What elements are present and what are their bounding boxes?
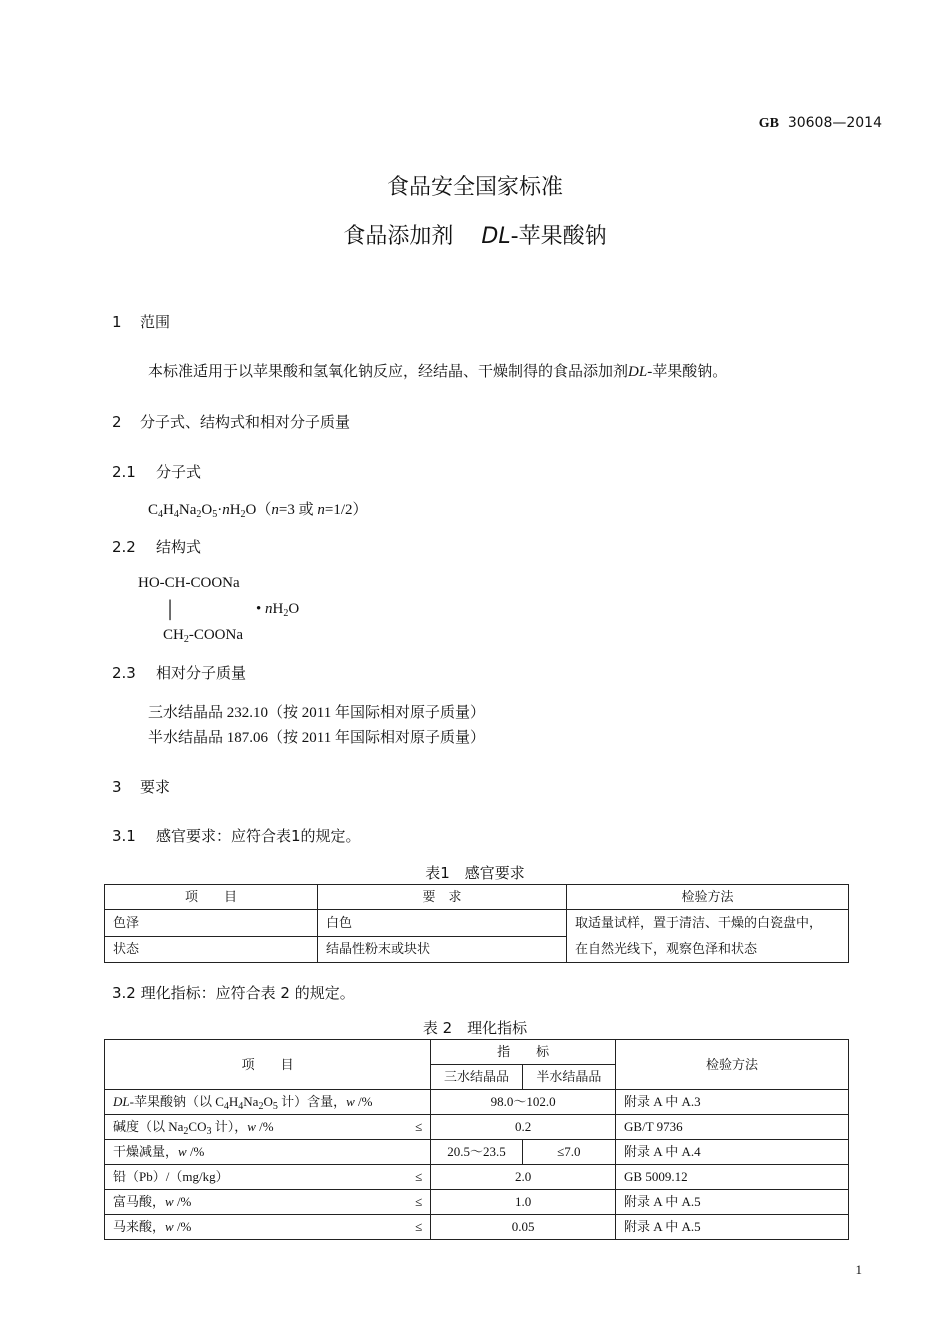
item-w: w bbox=[165, 1194, 174, 1209]
table2-item-content bbox=[105, 1090, 431, 1115]
table2-item-maleic bbox=[105, 1215, 431, 1240]
item-text: 计）含量， bbox=[277, 1094, 347, 1109]
item-w: w bbox=[346, 1094, 355, 1109]
table2-header-method: 检验方法 bbox=[616, 1040, 849, 1090]
table2-method: 附录 A 中 A.3 bbox=[616, 1090, 849, 1115]
table2-method: 附录 A 中 A.5 bbox=[616, 1190, 849, 1215]
table2-method: GB/T 9736 bbox=[616, 1115, 849, 1140]
table2-value-trihydrate: 20.5～23.5 bbox=[431, 1140, 522, 1165]
table1-header-method: 检验方法 bbox=[567, 885, 849, 910]
mass-hemihydrate: 半水结晶品 187.06（按 2011 年国际相对原子质量） bbox=[148, 730, 485, 746]
table2-item-fumaric bbox=[105, 1190, 431, 1215]
table2-value: 2.0 bbox=[431, 1165, 616, 1190]
item-unit: /% bbox=[173, 1219, 192, 1234]
table1-row-req: 结晶性粉末或块状 bbox=[318, 936, 567, 963]
section-title: 范围 bbox=[140, 313, 171, 331]
item-sub: 4 bbox=[238, 1101, 244, 1112]
leq-symbol: ≤ bbox=[415, 1169, 423, 1184]
page-number: 1 bbox=[855, 1262, 862, 1277]
table2-value: 0.2 bbox=[431, 1115, 616, 1140]
section-number: 3.1 bbox=[112, 827, 136, 845]
table-row bbox=[105, 1115, 849, 1140]
table1-row-item: 状态 bbox=[105, 936, 318, 963]
section-number: 2 bbox=[112, 413, 122, 431]
item-text: 计）， bbox=[211, 1119, 248, 1134]
formula-n1: n bbox=[271, 502, 279, 518]
table2-item-drying-loss bbox=[105, 1140, 431, 1165]
section-title: 要求 bbox=[140, 778, 171, 796]
section-number: 3 bbox=[112, 778, 122, 796]
section-title: 相对分子质量 bbox=[156, 664, 247, 682]
scope-text-italic: DL bbox=[628, 364, 648, 380]
table2-item-lead bbox=[105, 1165, 431, 1190]
table2-value-hemihydrate: ≤7.0 bbox=[522, 1140, 615, 1165]
item-text: 铅（Pb）/（mg/kg） bbox=[113, 1169, 229, 1184]
table1-method-line2: 在自然光线下，观察色泽和状态 bbox=[575, 941, 758, 956]
section-3-heading bbox=[112, 776, 170, 797]
table1-method bbox=[567, 910, 849, 963]
leq-symbol: ≤ bbox=[415, 1194, 423, 1209]
item-text: CO bbox=[188, 1119, 207, 1134]
structure-dot: • bbox=[256, 601, 262, 617]
section-1-heading bbox=[112, 311, 170, 332]
item-text: 碱度（以 Na bbox=[113, 1119, 184, 1134]
structure-ch-sub: 2 bbox=[183, 634, 189, 645]
section-3-1-heading bbox=[112, 825, 361, 846]
section-number: 2.3 bbox=[112, 664, 136, 682]
title-line2-suffix: -苹果酸钠 bbox=[510, 224, 607, 249]
table2-item-alkalinity bbox=[105, 1115, 431, 1140]
table2-caption: 表 2 理化指标 bbox=[422, 1019, 528, 1037]
table1-header-req: 要 求 bbox=[318, 885, 567, 910]
item-w: w bbox=[178, 1144, 187, 1159]
item-unit: /% bbox=[255, 1119, 274, 1134]
leq-symbol: ≤ bbox=[415, 1219, 423, 1234]
item-w: w bbox=[165, 1219, 174, 1234]
title-line1: 食品安全国家标准 bbox=[386, 175, 563, 200]
section-number: 2.2 bbox=[112, 538, 136, 556]
table-row bbox=[105, 1140, 849, 1165]
item-w: w bbox=[247, 1119, 256, 1134]
structure-o: O bbox=[288, 601, 300, 617]
item-sub: 4 bbox=[223, 1101, 229, 1112]
table1-row-req: 白色 bbox=[318, 910, 567, 937]
scope-text-pre: 本标准适用于以苹果酸和氢氧化钠反应，经结晶、干燥制得的食品添加剂 bbox=[148, 364, 629, 380]
item-sub: 2 bbox=[258, 1101, 264, 1112]
standard-number: 30608—2014 bbox=[787, 115, 882, 131]
item-text: O bbox=[263, 1094, 273, 1109]
section-2-2-heading bbox=[112, 536, 201, 557]
table1-sensory bbox=[104, 884, 849, 963]
table1-caption: 表1 感官要求 bbox=[425, 864, 525, 882]
table2-header-trihydrate: 三水结晶品 bbox=[431, 1065, 522, 1090]
formula-eq1: =3 或 bbox=[278, 502, 318, 518]
section-title: 结构式 bbox=[156, 538, 202, 556]
table1-method-line1: 取适量试样，置于清洁、干燥的白瓷盘中， bbox=[575, 915, 823, 930]
standard-prefix: GB bbox=[758, 116, 779, 131]
structure-line1: HO-CH-COONa bbox=[138, 575, 240, 591]
formula-n2: n bbox=[317, 502, 325, 518]
table2-method: GB 5009.12 bbox=[616, 1165, 849, 1190]
section-title: 感官要求：应符合表1的规定。 bbox=[156, 827, 361, 845]
section-2-3-heading bbox=[112, 662, 246, 683]
table2-value: 98.0～102.0 bbox=[431, 1090, 616, 1115]
structure-ch: CH bbox=[163, 627, 184, 643]
table-row bbox=[105, 1090, 849, 1115]
section-number: 1 bbox=[112, 313, 122, 331]
section-2-1-heading bbox=[112, 461, 201, 482]
item-text: 马来酸， bbox=[113, 1219, 166, 1234]
section-title: 分子式、结构式和相对分子质量 bbox=[140, 413, 351, 431]
table2-value: 1.0 bbox=[431, 1190, 616, 1215]
item-text: -苹果酸钠（以 C bbox=[129, 1094, 224, 1109]
item-text: 富马酸， bbox=[113, 1194, 166, 1209]
table-row bbox=[105, 1215, 849, 1240]
section-title: 分子式 bbox=[156, 463, 202, 481]
scope-text-post: -苹果酸钠。 bbox=[647, 364, 728, 380]
item-sub: 2 bbox=[183, 1126, 189, 1137]
table2-header-item: 项 目 bbox=[105, 1040, 431, 1090]
title-line2-prefix: 食品添加剂 bbox=[343, 224, 454, 249]
title-line2-italic: DL bbox=[481, 224, 511, 249]
scope-text bbox=[148, 360, 727, 381]
table2-physchem bbox=[104, 1039, 849, 1240]
structure-coona: -COONa bbox=[188, 627, 243, 643]
leq-symbol: ≤ bbox=[415, 1119, 423, 1134]
structure-bond: │ bbox=[164, 600, 177, 619]
molecular-formula: $C_4H_4Na_2O_5\cdot nH_2O(n=3$ 或 n=1/2） bbox=[148, 502, 368, 520]
table-row bbox=[105, 1165, 849, 1190]
item-sub: 5 bbox=[272, 1101, 278, 1112]
standard-code bbox=[759, 115, 882, 132]
item-unit: /% bbox=[354, 1094, 373, 1109]
formula-note-open: （ bbox=[256, 502, 272, 518]
item-text: 干燥减量， bbox=[113, 1144, 179, 1159]
item-sub: 3 bbox=[206, 1126, 212, 1137]
table1-row-item: 色泽 bbox=[105, 910, 318, 937]
item-unit: /% bbox=[186, 1144, 205, 1159]
table1-header-item: 项 目 bbox=[105, 885, 318, 910]
structure-line3 bbox=[163, 627, 243, 644]
item-italic: DL bbox=[113, 1094, 130, 1109]
section-2-heading bbox=[112, 411, 350, 432]
structure-n: n bbox=[265, 601, 273, 617]
table2-method: 附录 A 中 A.5 bbox=[616, 1215, 849, 1240]
section-3-2-heading: 3.2 理化指标：应符合表 2 的规定。 bbox=[112, 984, 355, 1002]
item-text: Na bbox=[243, 1094, 259, 1109]
structure-h-sub: 2 bbox=[283, 608, 289, 619]
structure-hydrate bbox=[256, 601, 299, 618]
item-text: H bbox=[228, 1094, 239, 1109]
section-number: 2.1 bbox=[112, 463, 136, 481]
table2-header-hemihydrate: 半水结晶品 bbox=[522, 1065, 615, 1090]
structure-h: H bbox=[272, 601, 284, 617]
mass-trihydrate: 三水结晶品 232.10（按 2011 年国际相对原子质量） bbox=[148, 705, 485, 721]
item-unit: /% bbox=[173, 1194, 192, 1209]
table2-value: 0.05 bbox=[431, 1215, 616, 1240]
title-line2 bbox=[0, 219, 950, 250]
formula-eq2: =1/2） bbox=[324, 502, 368, 518]
table2-method: 附录 A 中 A.4 bbox=[616, 1140, 849, 1165]
table-row bbox=[105, 1190, 849, 1215]
table2-header-index: 指 标 bbox=[431, 1040, 616, 1065]
